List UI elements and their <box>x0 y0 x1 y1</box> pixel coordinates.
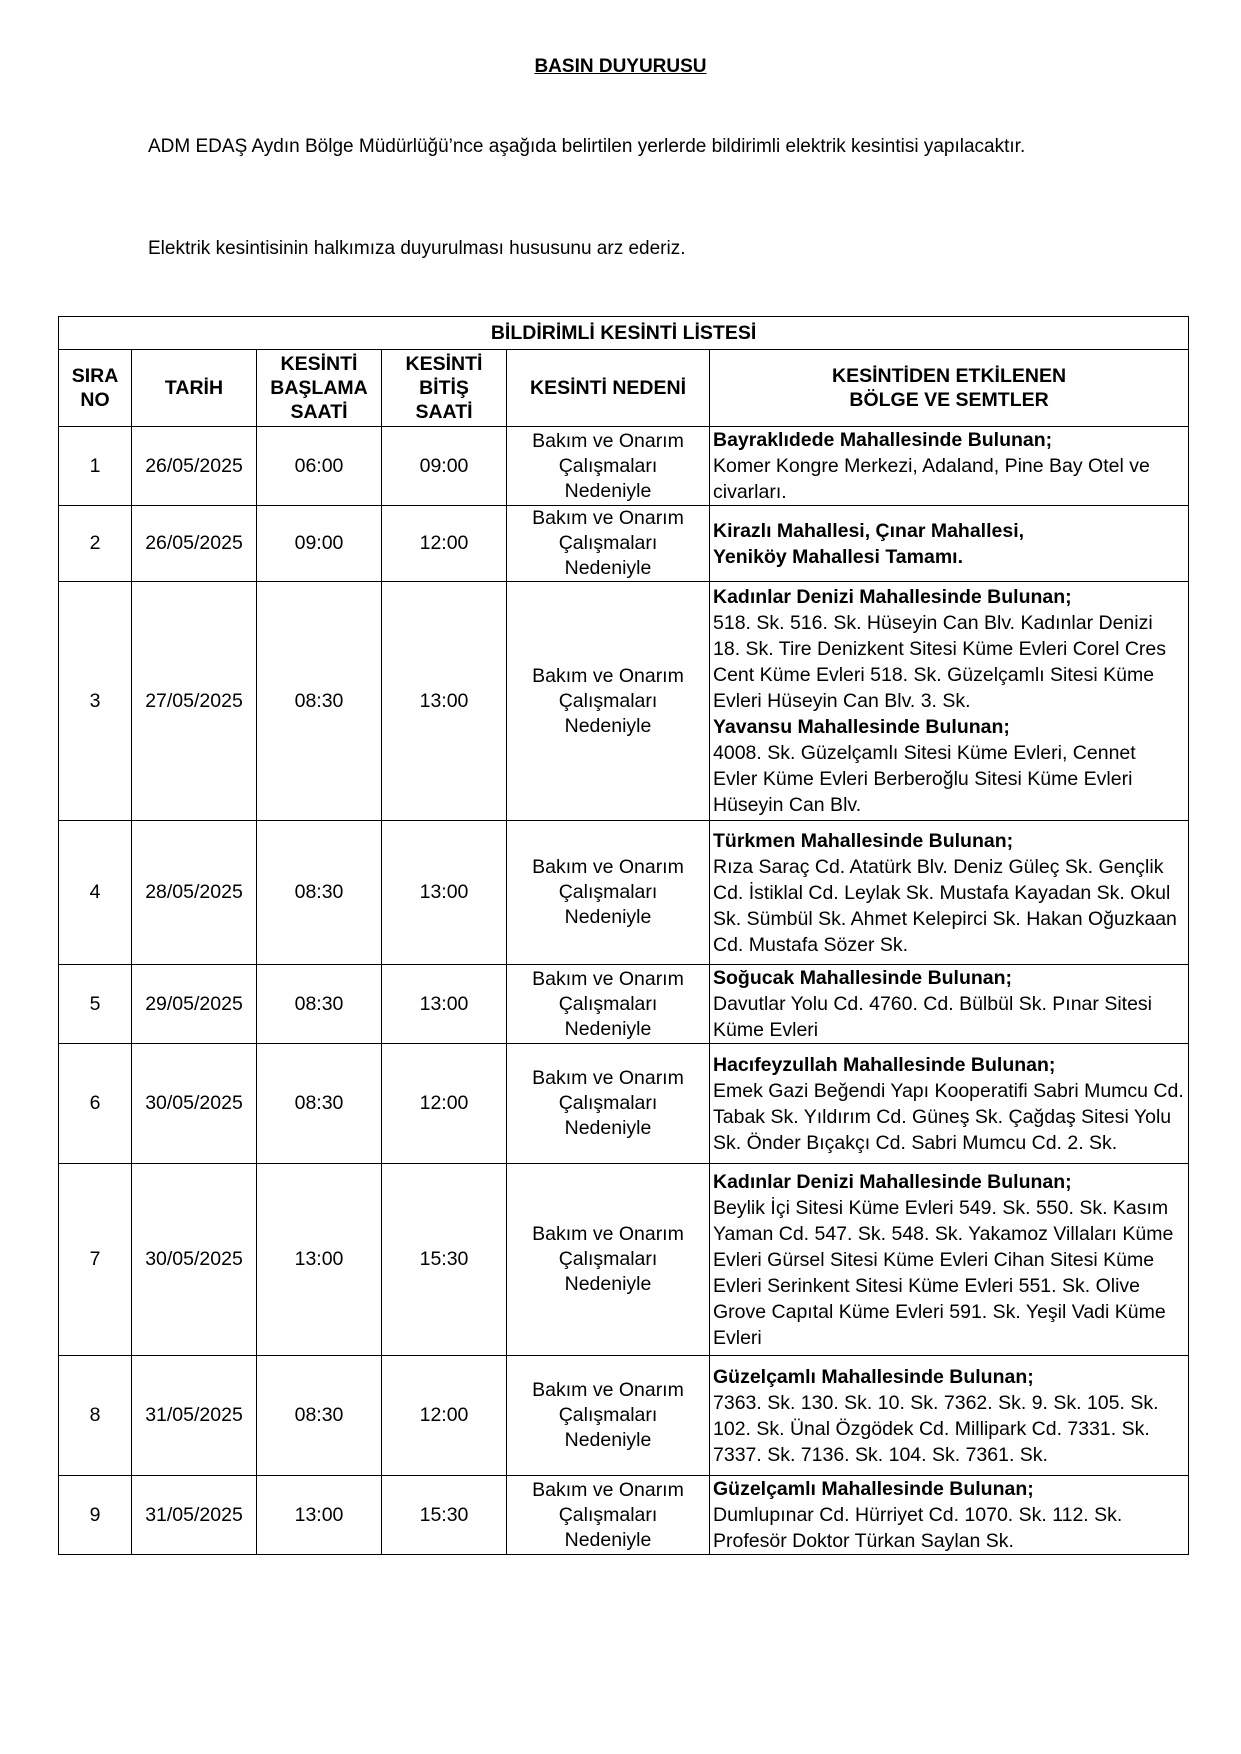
row-number: 6 <box>59 1044 132 1164</box>
area-heading: Soğucak Mahallesinde Bulunan; <box>713 967 1013 989</box>
table-row <box>59 582 1189 821</box>
outage-table <box>58 316 1189 1555</box>
document-title: BASIN DUYURUSU <box>534 56 707 77</box>
row-reason: Bakım ve Onarım Çalışmaları Nedeniyle <box>507 582 710 821</box>
row-affected-area <box>710 1044 1189 1164</box>
intro-paragraph: ADM EDAŞ Aydın Bölge Müdürlüğü’nce aşağıda belirtilen yerlerde bildirimli elektrik kesintisi yapılacaktır. <box>148 136 1026 157</box>
header-kesinti-nedeni: KESİNTİ NEDENİ <box>507 350 710 427</box>
row-reason: Bakım ve Onarım Çalışmaları Nedeniyle <box>507 965 710 1044</box>
table-row <box>59 506 1189 582</box>
row-reason: Bakım ve Onarım Çalışmaları Nedeniyle <box>507 427 710 506</box>
table-header-row <box>59 350 1189 427</box>
area-heading: Hacıfeyzullah Mahallesinde Bulunan; <box>713 1053 1056 1076</box>
header-baslama-saati: KESİNTİ BAŞLAMA SAATİ <box>257 350 382 427</box>
area-details: Emek Gazi Beğendi Yapı Kooperatifi Sabri Mumcu Cd. Tabak Sk. Yıldırım Cd. Güneş Sk. Çağdaş Sitesi Yolu Sk. Önder Bıçakçı Cd. Sabri Mumcu Cd. 2. Sk. <box>713 1079 1184 1154</box>
row-end-time: 12:00 <box>382 506 507 582</box>
row-start-time: 08:30 <box>257 1356 382 1476</box>
row-end-time: 12:00 <box>382 1044 507 1164</box>
row-affected-area <box>710 1356 1189 1476</box>
row-date: 28/05/2025 <box>132 821 257 965</box>
row-end-time: 09:00 <box>382 427 507 506</box>
row-number: 3 <box>59 582 132 821</box>
area-details: Dumlupınar Cd. Hürriyet Cd. 1070. Sk. 112. Sk. Profesör Doktor Türkan Saylan Sk. <box>713 1504 1123 1552</box>
area-details: 7363. Sk. 130. Sk. 10. Sk. 7362. Sk. 9. Sk. 105. Sk. 102. Sk. Ünal Özgödek Cd. Millipark Cd. 7331. Sk. 7337. Sk. 7136. Sk. 104. Sk. 7361. Sk. <box>713 1391 1159 1466</box>
area-details: 518. Sk. 516. Sk. Hüseyin Can Blv. Kadınlar Denizi 18. Sk. Tire Denizkent Sitesi Küme Evleri Corel Cres Cent Küme Evleri 518. Sk. Güzelçamlı Sitesi Küme Evleri Hüseyin Can Blv. 3. Sk. <box>713 612 1166 712</box>
header-tarih: TARİH <box>132 350 257 427</box>
row-end-time: 15:30 <box>382 1476 507 1555</box>
area-details: Rıza Saraç Cd. Atatürk Blv. Deniz Güleç Sk. Gençlik Cd. İstiklal Cd. Leylak Sk. Mustafa Kayadan Sk. Okul Sk. Sümbül Sk. Ahmet Kelepirci Sk. Hakan Oğuzkaan Cd. Mustafa Sözer Sk. <box>713 855 1177 956</box>
area-details-secondary: 4008. Sk. Güzelçamlı Sitesi Küme Evleri, Cennet Evler Küme Evleri Berberoğlu Sitesi Küme Evleri Hüseyin Can Blv. <box>713 742 1136 816</box>
row-date: 26/05/2025 <box>132 506 257 582</box>
row-number: 5 <box>59 965 132 1044</box>
row-start-time: 13:00 <box>257 1476 382 1555</box>
row-date: 31/05/2025 <box>132 1356 257 1476</box>
row-reason: Bakım ve Onarım Çalışmaları Nedeniyle <box>507 1476 710 1555</box>
row-date: 27/05/2025 <box>132 582 257 821</box>
request-paragraph: Elektrik kesintisinin halkımıza duyurulması hususunu arz ederiz. <box>148 238 686 259</box>
row-number: 7 <box>59 1164 132 1356</box>
area-heading-secondary: Yavansu Mahallesinde Bulunan; <box>713 716 1010 738</box>
row-number: 2 <box>59 506 132 582</box>
area-heading: Bayraklıdede Mahallesinde Bulunan; <box>713 429 1053 451</box>
row-start-time: 08:30 <box>257 821 382 965</box>
area-heading: Güzelçamlı Mahallesinde Bulunan; <box>713 1478 1034 1500</box>
table-row <box>59 1164 1189 1356</box>
area-heading: Kadınlar Denizi Mahallesinde Bulunan; <box>713 1170 1072 1193</box>
row-reason: Bakım ve Onarım Çalışmaları Nedeniyle <box>507 1044 710 1164</box>
row-end-time: 15:30 <box>382 1164 507 1356</box>
row-end-time: 13:00 <box>382 582 507 821</box>
table-row <box>59 1476 1189 1555</box>
row-number: 8 <box>59 1356 132 1476</box>
row-start-time: 08:30 <box>257 965 382 1044</box>
row-affected-area <box>710 427 1189 506</box>
row-affected-area <box>710 1164 1189 1356</box>
row-start-time: 08:30 <box>257 582 382 821</box>
row-start-time: 06:00 <box>257 427 382 506</box>
row-number: 9 <box>59 1476 132 1555</box>
row-reason: Bakım ve Onarım Çalışmaları Nedeniyle <box>507 1356 710 1476</box>
row-number: 1 <box>59 427 132 506</box>
row-start-time: 09:00 <box>257 506 382 582</box>
area-heading: Güzelçamlı Mahallesinde Bulunan; <box>713 1365 1034 1388</box>
row-start-time: 08:30 <box>257 1044 382 1164</box>
row-affected-area <box>710 1476 1189 1555</box>
row-reason: Bakım ve Onarım Çalışmaları Nedeniyle <box>507 506 710 582</box>
row-end-time: 13:00 <box>382 965 507 1044</box>
row-affected-area <box>710 582 1189 821</box>
table-row <box>59 1044 1189 1164</box>
header-bitis-saati: KESİNTİ BİTİŞ SAATİ <box>382 350 507 427</box>
table-row <box>59 427 1189 506</box>
row-start-time: 13:00 <box>257 1164 382 1356</box>
row-affected-area <box>710 506 1189 582</box>
area-details: Beylik İçi Sitesi Küme Evleri 549. Sk. 550. Sk. Kasım Yaman Cd. 547. Sk. 548. Sk. Yakamoz Villaları Küme Evleri Gürsel Sitesi Küme Evleri Cihan Sitesi Küme Evleri Serinkent Sitesi Küme Evleri 551. Sk. Olive Grove Capıtal Küme Evleri 591. Sk. Yeşil Vadi Küme Evleri <box>713 1196 1174 1349</box>
header-bolge-semtler: KESİNTİDEN ETKİLENEN BÖLGE VE SEMTLER <box>710 350 1189 427</box>
row-date: 31/05/2025 <box>132 1476 257 1555</box>
area-details: Komer Kongre Merkezi, Adaland, Pine Bay Otel ve civarları. <box>713 455 1150 503</box>
table-row <box>59 965 1189 1044</box>
table-caption: BİLDİRİMLİ KESİNTİ LİSTESİ <box>59 317 1189 350</box>
row-end-time: 12:00 <box>382 1356 507 1476</box>
row-date: 26/05/2025 <box>132 427 257 506</box>
area-heading: Kadınlar Denizi Mahallesinde Bulunan; <box>713 586 1072 608</box>
area-heading: Kirazlı Mahallesi, Çınar Mahallesi, Yeniköy Mahallesi Tamamı. <box>713 519 1025 568</box>
row-date: 30/05/2025 <box>132 1164 257 1356</box>
row-reason: Bakım ve Onarım Çalışmaları Nedeniyle <box>507 1164 710 1356</box>
row-affected-area <box>710 965 1189 1044</box>
table-row <box>59 821 1189 965</box>
row-number: 4 <box>59 821 132 965</box>
row-reason: Bakım ve Onarım Çalışmaları Nedeniyle <box>507 821 710 965</box>
row-date: 30/05/2025 <box>132 1044 257 1164</box>
area-heading: Türkmen Mahallesinde Bulunan; <box>713 829 1014 852</box>
header-sira-no: SIRA NO <box>59 350 132 427</box>
row-end-time: 13:00 <box>382 821 507 965</box>
row-affected-area <box>710 821 1189 965</box>
area-details: Davutlar Yolu Cd. 4760. Cd. Bülbül Sk. Pınar Sitesi Küme Evleri <box>713 993 1152 1041</box>
row-date: 29/05/2025 <box>132 965 257 1044</box>
table-row <box>59 1356 1189 1476</box>
